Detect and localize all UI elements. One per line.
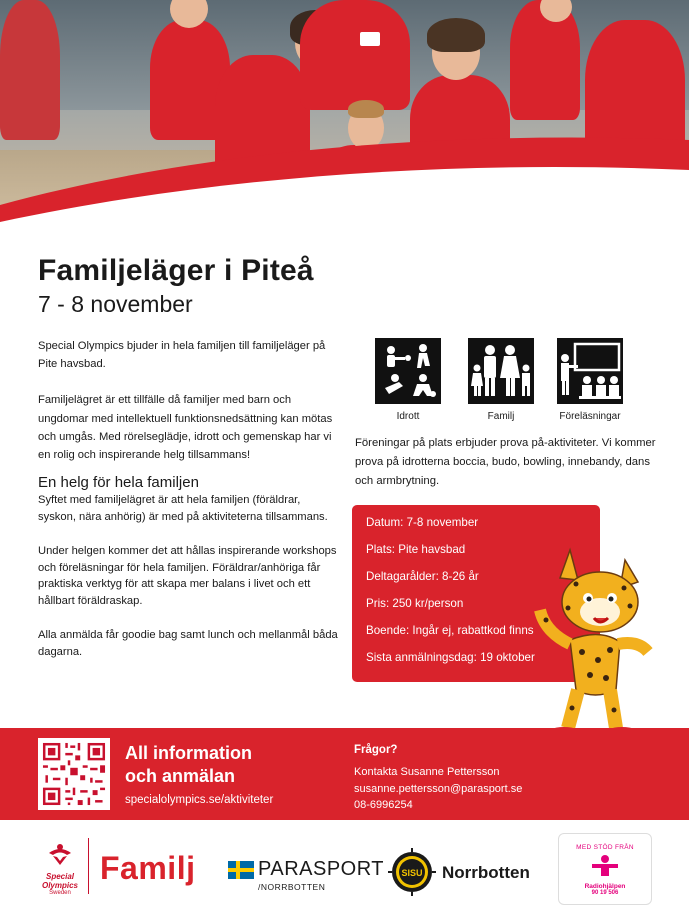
special-olympics-emblem-icon xyxy=(47,843,73,867)
intro-paragraph: Special Olympics bjuder in hela familjen till familjeläger på Pite havsbad. xyxy=(38,340,326,371)
intro-column xyxy=(38,337,338,678)
page-title: Familjeläger i Piteå xyxy=(38,254,314,287)
parasport-district: /NORRBOTTEN xyxy=(258,882,326,892)
contact-name: Kontakta Susanne Pettersson xyxy=(354,766,500,778)
radio-number: 90 19 506 xyxy=(591,890,619,896)
contact-block xyxy=(354,764,522,814)
parasport-name: PARASPORT xyxy=(258,858,385,880)
so-country: Sweden xyxy=(49,890,71,896)
section-heading: En helg för hela familjen xyxy=(38,474,199,492)
qr-code-icon[interactable] xyxy=(38,738,110,810)
contact-phone: 08-6996254 xyxy=(354,799,413,811)
website-link[interactable]: specialolympics.se/aktiviteter xyxy=(125,794,274,806)
radio-support-text: MED STÖD FRÅN xyxy=(576,844,634,851)
norrbotten-name: Norrbotten xyxy=(442,863,530,882)
lecture-icon xyxy=(557,338,623,404)
lynx-mascot-icon xyxy=(520,540,660,755)
intro-paragraph: Alla anmälda får goodie bag samt lunch och mellanmål båda dagarna. xyxy=(38,629,338,658)
info-accommodation: Boende: Ingår ej, rabattkod finns xyxy=(366,624,534,637)
icon-label: Föreläsningar xyxy=(559,411,621,422)
page-subtitle: 7 - 8 november xyxy=(38,291,193,317)
band-title-line: All information xyxy=(125,743,252,763)
so-name: Special xyxy=(45,872,74,881)
special-olympics-logo xyxy=(38,843,82,896)
sports-icon xyxy=(375,338,441,404)
hero-wave xyxy=(0,0,689,235)
questions-heading: Frågor? xyxy=(354,744,398,756)
icon-label: Familj xyxy=(487,411,515,422)
logo-divider xyxy=(88,838,89,894)
so-name: Olympics xyxy=(41,881,78,890)
radio-name: Radiohjälpen xyxy=(584,883,626,890)
hero-photo xyxy=(0,0,689,235)
radiohjalpen-emblem-icon xyxy=(590,854,620,876)
family-icon xyxy=(468,338,534,404)
info-price: Pris: 250 kr/person xyxy=(366,597,464,610)
swedish-flag-icon xyxy=(228,861,254,879)
icon-label: Idrott xyxy=(396,411,420,422)
sisu-emblem-icon xyxy=(388,848,436,896)
intro-paragraph: Under helgen kommer det att hållas inspirerande workshops och föreläsningar för hela familjen. Föräldrar/anhöriga får praktiska verktyg för att skapa mer balans i livet och ett hållbart föräldraskap. xyxy=(38,545,337,607)
activities-text: Föreningar på plats erbjuder prova på-aktiviteter. Vi kommer prova på idrotterna boccia, budo, bowling, innebandy, dans och armbrytning. xyxy=(355,437,656,487)
info-deadline: Sista anmälningsdag: 19 oktober xyxy=(366,651,535,664)
info-age: Deltagarålder: 8-26 år xyxy=(366,570,479,583)
intro-paragraph: Syftet med familjelägret är att hela familjen (föräldrar, syskon, nära anhörig) är med på aktiviteterna tillsammans. xyxy=(38,494,328,523)
sisu-norrbotten-logo xyxy=(388,848,530,901)
info-date: Datum: 7-8 november xyxy=(366,516,479,529)
sisu-text: SISU xyxy=(401,868,423,878)
band-title-line: och anmälan xyxy=(125,766,236,786)
band-title xyxy=(125,742,252,788)
contact-email-link[interactable]: susanne.pettersson@parasport.se xyxy=(354,782,523,795)
intro-paragraph: Familjelägret är ett tillfälle då familjer med barn och ungdomar med intellektuell funktionsnedsättning kan mötas och umgås. Med rörelseglädje, idrott och gemenskap har vi en rolig och inspirerande helg tillsammans! xyxy=(38,394,333,462)
info-location: Plats: Pite havsbad xyxy=(366,543,466,556)
radiohjalpen-logo xyxy=(558,833,652,905)
familj-logo: Familj xyxy=(100,850,196,886)
